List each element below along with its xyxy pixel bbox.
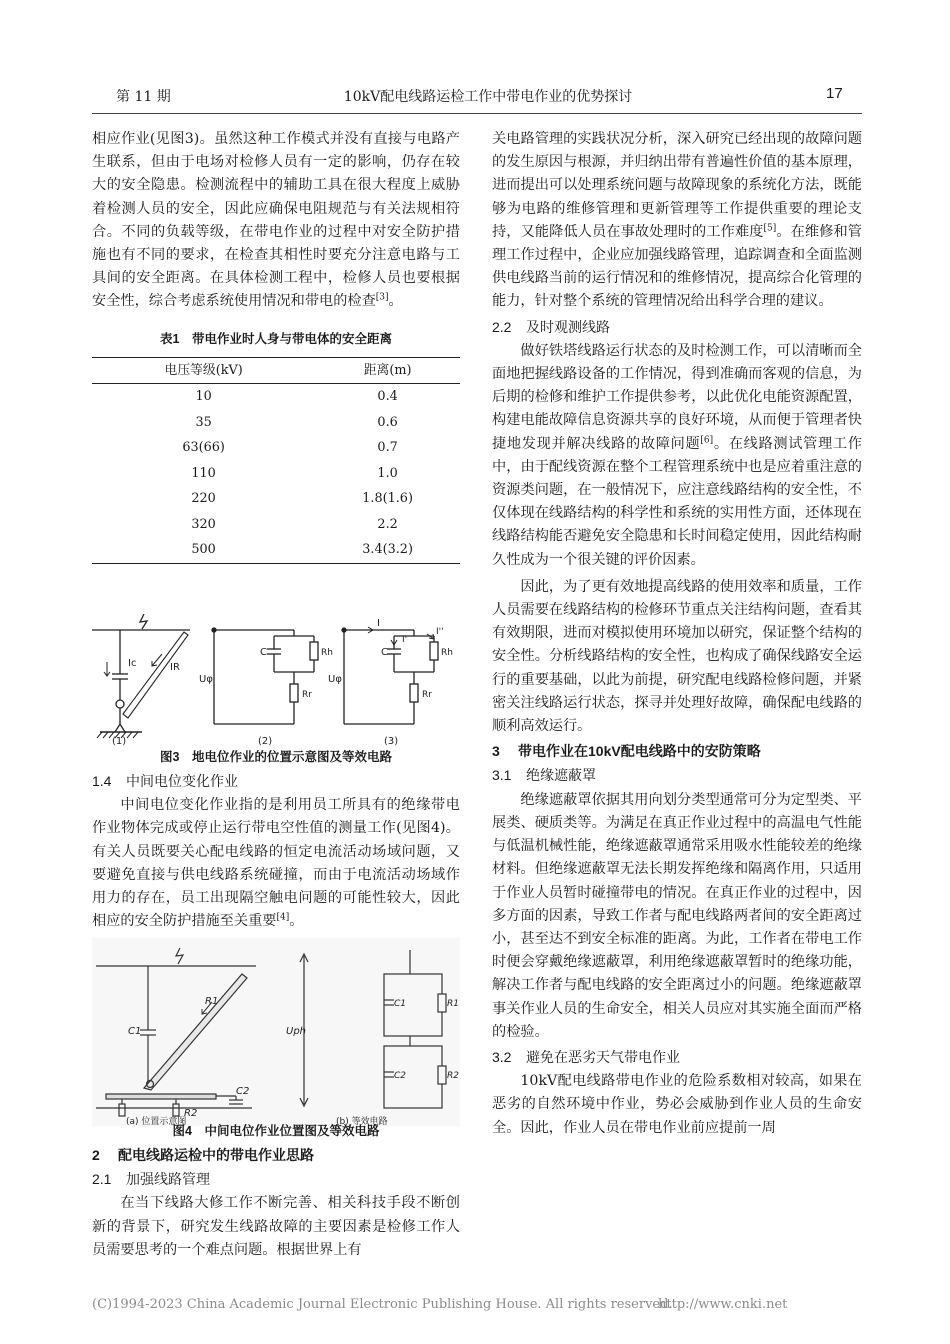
subfig-label: (2) <box>258 736 273 747</box>
running-title: 10kV配电线路运检工作中带电作业的优势探讨 <box>343 89 633 105</box>
paragraph: 中间电位变化作业指的是利用员工所具有的绝缘带电作业物体完成或停止运行带电空性值的测量工作(见图4)。有关人员既要关心配电线路的恒定电流活动场域问题，又要避免直接与供电线路系统碰撞，而由于电流活动场域作用力的存在，员工出现隔空触电问题的可能性较大，因此相应的安全防护措施至关重要[4]。 <box>92 797 460 930</box>
paragraph: 相应作业(见图3)。虽然这种工作模式并没有直接与电路产生联系，但由于电场对检修人员有一定的影响，仍存在较大的安全隐患。检测流程中的辅助工具在很大程度上威胁着检测人员的安全，因此应确保电阻规范与有关法规相符合。不同的负载等级，在带电作业的过程中对安全防护措施也有不同的要求，在检查其相性时要充分注意电路与工具间的安全距离。在具体检测工程中，检修人员也要根据安全性，综合考虑系统使用情况和带电的检查[3]。 <box>92 131 460 310</box>
header-rule <box>92 113 862 114</box>
node <box>342 628 346 632</box>
paragraph: 关电路管理的实践状况分析，深入研究已经出现的故障问题的发生原因与根源，并归纳出带有普遍性价值的基本原理，进而提出可以处理系统问题与故障现象的系统化方法，既能够为电路的维修管理和更新管理等工作提供重要的理论支持，又能降低人员在事故处理时的工作难度[5]。在维修和管理工作过程中，企业应加强线路管理，追踪调查和全面监测供电线路当前的运行情况和的维修情况，提高综合化管理的能力，针对整个系统的管理情况给出科学合理的建议。 <box>492 131 862 310</box>
table-cell: 110 <box>191 465 216 481</box>
table-cell: 63(66) <box>182 440 225 456</box>
subfig-label-b: (b) 等效电路 <box>336 1117 388 1126</box>
paragraph: 10kV配电线路带电作业的危险系数相对较高，如果在恶劣的自然环境中作业，势必会威胁到作业人员的生命安全。因此，作业人员在带电作业前应提前一周 <box>492 1073 862 1136</box>
label-c1: C1 <box>128 1026 142 1037</box>
copyright-text: (C)1994-2023 China Academic Journal Electronic Publishing House. All rights reserved. <box>92 1297 673 1312</box>
resistor-rh <box>310 642 318 660</box>
table-cell: 3.4(3.2) <box>362 542 413 558</box>
figure-3 <box>92 614 460 764</box>
section-heading: 3 带电作业在10kV配电线路中的安防策略 <box>492 743 761 760</box>
section-heading: 3.2 避免在恶劣天气带电作业 <box>492 1048 680 1065</box>
label-i1: I' <box>402 635 408 645</box>
table-cell: 35 <box>195 414 212 430</box>
label-r2: R2 <box>184 1108 198 1119</box>
table1-caption: 表1 带电作业时人身与带电体的安全距离 <box>160 331 392 346</box>
subfig-label-a: (a) 位置示意图 <box>126 1117 187 1126</box>
table-row <box>92 410 460 436</box>
resistor-rr <box>410 684 418 702</box>
table-header-row <box>92 357 460 384</box>
section-heading: 2 配电线路运检中的带电作业思路 <box>92 1147 314 1163</box>
label-r1: R1 <box>205 996 219 1007</box>
label-c: C <box>260 647 267 658</box>
page-number: 17 <box>826 85 843 102</box>
table-row <box>92 537 460 563</box>
paragraph: 因此，为了更有效地提高线路的使用效率和质量，工作人员需要在线路结构的检修环节重点关注结构问题，查看其有效期限，进而对模拟使用环境加以研究，保证整个结构的安全性。分析线路结构的安全性，也构成了确保线路安全运行的重要基础，以此为前提，研究配电线路检修问题，并紧密关注线路运行状态，探寻并处理好故障，确保配电线路的顺利高效运行。 <box>492 578 862 735</box>
table-cell: 1.0 <box>377 465 398 481</box>
resistor <box>438 994 446 1012</box>
label-rh: Rh <box>441 648 453 658</box>
table-cell: 0.6 <box>377 414 398 430</box>
current-arrow-icon <box>364 627 373 633</box>
right-column <box>492 128 862 1140</box>
label-rr: Rr <box>422 690 432 700</box>
issue-number: 第 11 期 <box>116 89 171 105</box>
worker-icon <box>120 724 125 732</box>
label-ic: Ic <box>128 658 137 669</box>
paragraph: 做好铁塔线路运行状态的及时检测工作，可以清晰而全面地把握线路设备的工作情况，得到准确而客观的信息，为后期的检修和维护工作提供参考，以此优化电能资源配置，构建电能故障信息资源共享的良好环境，从而便于管理者快捷地发现并解决线路的故障问题[6]。在线路测试管理工作中，由于配线资源在整个工程管理系统中也是应着重注意的资源类问题，在一般情况下，应注意线路结构的安全性，不仅体现在线路结构的科学性和系统的实用性方面，还体现在线路结构能否避免安全隐患和长时间稳定使用，因此结构耐久性成为一个很关键的评价因素。 <box>492 342 862 568</box>
table-cell: 2.2 <box>377 516 398 532</box>
figure-4 <box>92 938 460 1126</box>
fig4-caption: 图4 中间电位作业位置图及等效电路 <box>172 1124 380 1138</box>
table-header-cell: 距离(m) <box>363 362 412 378</box>
paragraph: 在当下线路大修工作不断完善、相关科技手段不断创新的背景下，研究发生线路故障的主要因素是检修工作人员需要思考的一个难点问题。根据世界上有 <box>92 1195 460 1258</box>
label-i2: I'' <box>436 627 444 637</box>
label-er1: R1 <box>447 999 459 1009</box>
label-rh: Rh <box>321 648 333 658</box>
table-cell: 1.8(1.6) <box>362 491 413 507</box>
insulating-platform <box>106 1094 216 1099</box>
label-c: C <box>381 647 388 658</box>
left-column-middle <box>92 746 460 933</box>
label-ec2: C2 <box>394 1071 407 1081</box>
table-row <box>92 512 460 538</box>
table-cell: 0.7 <box>377 440 398 456</box>
paragraph: 绝缘遮蔽罩依据其用向划分类型通常可分为定型类、平展类、硬质类等。为满足在真正作业过程中的高温电气性能与低温机械性能，绝缘遮蔽罩通常采用吸水性能较差的绝缘材料。但绝缘遮蔽罩无法长期发挥绝缘和隔离作用，只适用于作业人员暂时碰撞带电的情况。在真正作业的过程中，因多方面的因素，导致工作者与配电线路两者间的安全距离过小，甚至达不到安全标准的距离。为此，工作者在带电工作时便会穿戴绝缘遮蔽罩，利用绝缘遮蔽罩暂时的绝缘功能，解决工作者与配电线路的安全距离过小的问题。绝缘遮蔽罩事关作业人员的生命安全，相关人员应对其实施全面而严格的检验。 <box>492 791 862 1040</box>
label-uphi: Uφ <box>328 674 342 685</box>
resistor-rh <box>430 642 438 660</box>
resistor-rr <box>290 684 298 702</box>
site-link[interactable]: http://www.cnki.net <box>658 1297 788 1312</box>
label-uphi: Uφ <box>199 674 213 685</box>
label-ir: IR <box>170 662 180 673</box>
label-c2: C2 <box>236 1086 250 1097</box>
section-heading: 3.1 绝缘遮蔽罩 <box>492 767 596 784</box>
current-arrow-icon <box>104 662 110 676</box>
label-rr: Rr <box>302 690 312 700</box>
table-row <box>92 486 460 512</box>
label-i: I <box>377 618 380 629</box>
subfig-label: (1) <box>112 736 127 747</box>
table-header-cell: 电压等级(kV) <box>164 362 243 378</box>
table-cell: 220 <box>191 491 216 507</box>
section-heading: 2.2 及时观测线路 <box>492 318 610 335</box>
section-heading: 1.4 中间电位变化作业 <box>92 773 238 789</box>
label-ec1: C1 <box>394 999 407 1009</box>
table-cell: 500 <box>191 542 216 558</box>
table-row <box>92 461 460 487</box>
worker-icon <box>116 700 124 708</box>
lightning-icon <box>140 614 147 629</box>
resistor <box>438 1066 446 1084</box>
insulating-rod-icon <box>123 632 188 718</box>
copyright-footer <box>92 1297 882 1312</box>
table-cell: 320 <box>191 516 216 532</box>
section-heading: 2.1 加强线路管理 <box>92 1171 210 1188</box>
table-cell: 0.4 <box>377 389 398 405</box>
worker-icon <box>115 724 120 732</box>
table-cell: 10 <box>195 389 212 405</box>
left-column-top <box>92 128 460 564</box>
table-row <box>92 384 460 410</box>
subfig-label: (3) <box>384 736 399 747</box>
table1 <box>92 357 460 564</box>
table-row <box>92 435 460 461</box>
fig3-caption: 图3 地电位作业的位置示意图及等效电路 <box>160 750 392 764</box>
label-uph: Uph <box>286 1026 307 1037</box>
node <box>212 628 216 632</box>
label-er2: R2 <box>447 1071 459 1081</box>
left-column-bottom <box>92 1120 460 1262</box>
